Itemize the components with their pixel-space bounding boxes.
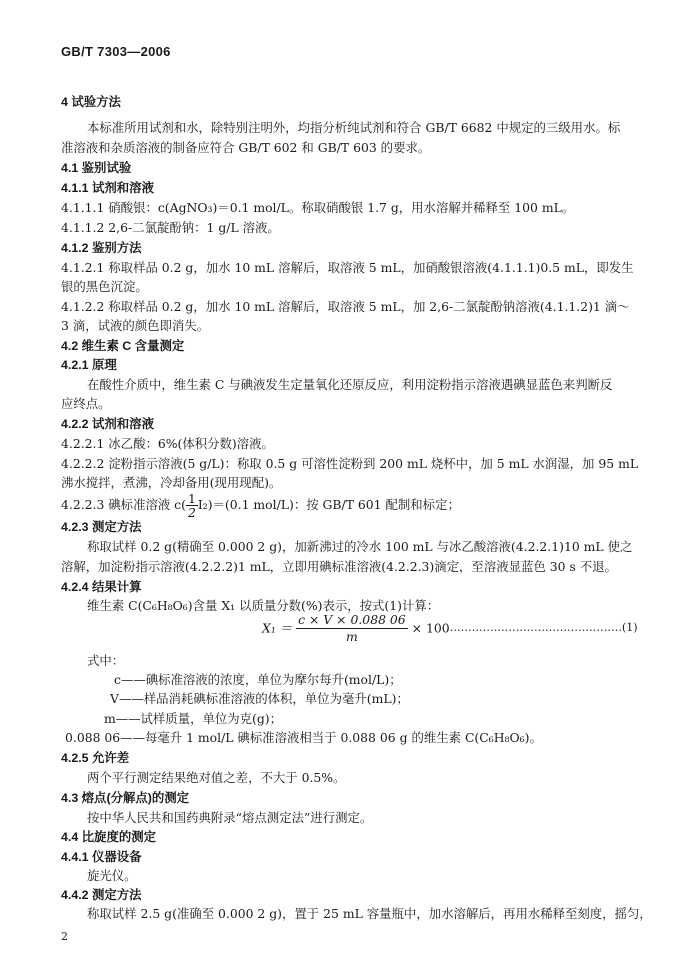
tolerance-text: 两个平行测定结果绝对值之差，不大于 0.5%。 (87, 770, 346, 785)
clause-4-1-2-1-cont: 银的黑色沉淀。 (61, 279, 148, 294)
section-4-2-4-title: 4.2.4 结果计算 (61, 580, 142, 594)
section-4-2-1-title: 4.2.1 原理 (61, 358, 117, 372)
section-4-2-5-title: 4.2.5 允许差 (61, 751, 130, 765)
formula-numerator: c × V × 0.088 06 (298, 612, 406, 627)
section-4-4-2-title: 4.4.2 测定方法 (61, 888, 142, 902)
section-4-3-title: 4.3 熔点(分解点)的测定 (61, 791, 190, 805)
section-4-1-2-title: 4.1.2 鉴别方法 (61, 241, 142, 255)
melting-point-text: 按中华人民共和国药典附录“熔点测定法”进行测定。 (87, 810, 373, 825)
clause-4-2-2-2: 4.2.2.2 淀粉指示溶液(5 g/L)：称取 0.5 g 可溶性淀粉到 200 mL 烧杯中，加 5 mL 水润湿，加 95 mL (61, 456, 639, 471)
clause-4-2-2-1: 4.2.2.1 冰乙酸：6%(体积分数)溶液。 (61, 436, 274, 451)
section-4-4-1-title: 4.4.1 仪器设备 (61, 850, 142, 864)
clause-4-1-1-2: 4.1.1.2 2,6-二氯靛酚钠：1 g/L 溶液。 (61, 220, 280, 235)
section-4-2-2-title: 4.2.2 试剂和溶液 (61, 417, 154, 431)
formula-rhs: × 100 (411, 620, 450, 636)
formula-number: …………………………………………(1) (446, 621, 638, 634)
formula-denominator: m (346, 629, 358, 644)
formula-lhs: X₁ ＝ (262, 620, 293, 636)
rotation-method-text: 称取试样 2.5 g(准确至 0.000 2 g)，置于 25 mL 容量瓶中，加水溶解后，再用水稀释至刻度，摇匀， (87, 906, 652, 921)
instrument-text: 旋光仪。 (87, 868, 137, 883)
formula-fraction (296, 612, 408, 645)
standard-header: GB/T 7303—2006 (61, 44, 171, 59)
section-4-title: 4 试验方法 (61, 95, 121, 109)
principle-line: 在酸性介质中，维生素 C 与碘液发生定量氧化还原反应，利用淀粉指示溶液遇碘显蓝色来判断反 (87, 377, 613, 392)
where-label: 式中： (87, 653, 125, 668)
clause-4-2-2-3-suffix: I₂)＝(0.1 mol/L)：按 GB/T 601 配制和标定； (197, 497, 460, 512)
clause-4-1-1-1: 4.1.1.1 硝酸银：c(AgNO₃)＝0.1 mol/L。称取硝酸银 1.7 g，用水溶解并稀释至 100 mL。 (61, 200, 575, 215)
section-4-2-3-title: 4.2.3 测定方法 (61, 520, 142, 534)
definition-constant: 0.088 06——每毫升 1 mol/L 碘标准溶液相当于 0.088 06 g 的维生素 C(C₆H₈O₆)。 (65, 730, 542, 745)
half-fraction: $\frac{1}{2}$ (187, 491, 196, 520)
principle-line: 应终点。 (61, 396, 111, 411)
section-4-1-title: 4.1 鉴别试验 (61, 161, 132, 175)
method-line: 溶解，加淀粉指示溶液(4.2.2.2)1 mL，立即用碘标准溶液(4.2.2.3)滴定，至溶液显蓝色 30 s 不退。 (61, 559, 617, 574)
clause-4-1-2-1: 4.1.2.1 称取样品 0.2 g，加水 10 mL 溶解后，取溶液 5 mL，加硝酸银溶液(4.1.1.1)0.5 mL，即发生 (61, 260, 634, 275)
page-number: 2 (61, 930, 68, 943)
formula-1 (262, 612, 450, 645)
clause-4-1-2-2: 4.1.2.2 称取样品 0.2 g，加水 10 mL 溶解后，取溶液 5 mL，加 2,6-二氯靛酚钠溶液(4.1.1.2)1 滴～ (61, 299, 630, 314)
calculation-intro: 维生素 C(C₆H₈O₆)含量 X₁ 以质量分数(%)表示，按式(1)计算： (87, 598, 440, 613)
section-4-4-title: 4.4 比旋度的测定 (61, 830, 157, 844)
clause-4-2-2-3 (61, 490, 460, 520)
intro-paragraph-line: 准溶液和杂质溶液的制备应符合 GB/T 602 和 GB/T 603 的要求。 (61, 140, 431, 155)
section-4-2-title: 4.2 维生素 C 含量测定 (61, 339, 185, 353)
intro-paragraph-line: 本标准所用试剂和水，除特别注明外，均指分析纯试剂和符合 GB/T 6682 中规定的三级用水。标 (87, 120, 621, 135)
clause-4-1-2-2-cont: 3 滴，试液的颜色即消失。 (61, 318, 210, 333)
definition-c: c——碘标准溶液的浓度，单位为摩尔每升(mol/L)； (114, 672, 402, 687)
clause-4-2-2-2-cont: 沸水搅拌，煮沸，冷却备用(现用现配)。 (61, 475, 282, 490)
clause-4-2-2-3-prefix: 4.2.2.3 碘标准溶液 c( (61, 497, 186, 512)
method-line: 称取试样 0.2 g(精确至 0.000 2 g)，加新沸过的冷水 100 mL 与冰乙酸溶液(4.2.2.1)10 mL 使之 (87, 539, 633, 554)
definition-m: m——试样质量，单位为克(g)； (104, 711, 283, 726)
definition-v: V——样品消耗碘标准溶液的体积，单位为毫升(mL)； (110, 691, 409, 706)
section-4-1-1-title: 4.1.1 试剂和溶液 (61, 181, 154, 195)
